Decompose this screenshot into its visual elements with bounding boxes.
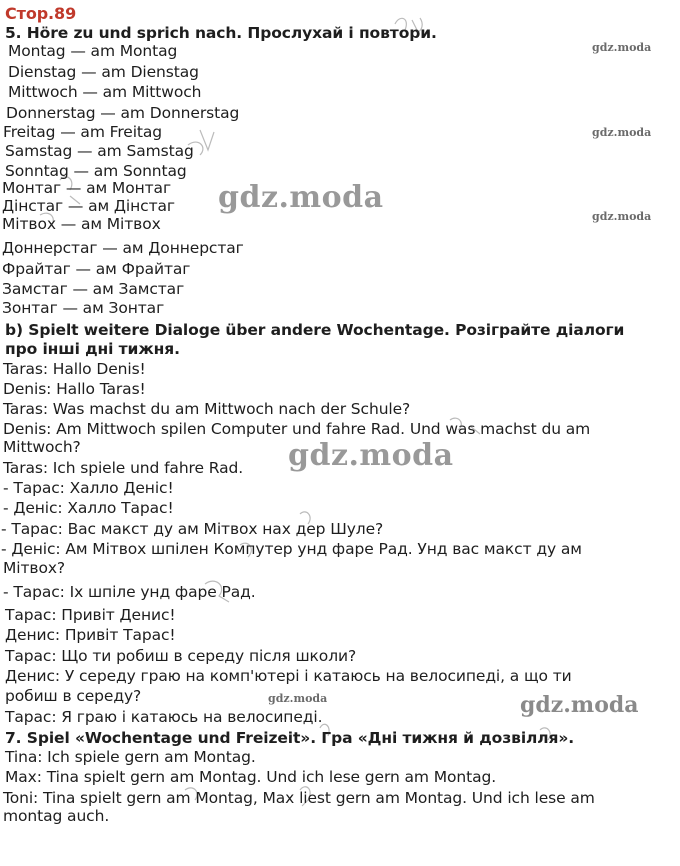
text-line: Donnerstag — am Donnerstag (6, 104, 240, 122)
text-line: Мітвох — ам Мітвох (2, 215, 161, 233)
text-line: Дінстаг — ам Дінстаг (2, 197, 175, 215)
watermark-logo: gdz.moda (218, 180, 384, 215)
dialogue-line: montag auch. (3, 807, 110, 825)
text-line: Доннерстаг — ам Доннерстаг (2, 239, 244, 257)
dialogue-line: Denis: Am Mittwoch spilen Computer und fahre Rad. Und was machst du am (3, 420, 591, 438)
dialogue-line: Taras: Hallo Denis! (3, 360, 146, 378)
dialogue-line: - Деніс: Ам Мітвох шпілен Компутер унд фаре Рад. Унд вас макст ду ам (1, 540, 582, 558)
dialogue-line: Taras: Ich spiele und fahre Rad. (3, 459, 244, 477)
watermark-logo: gdz.moda (592, 126, 652, 139)
text-line: Замстаг — ам Замстаг (2, 280, 185, 298)
dialogue-line: Тарас: Я граю і катаюсь на велосипеді. (5, 708, 323, 726)
watermark-logo: gdz.moda (592, 210, 652, 223)
text-line: Монтаг — ам Монтаг (2, 179, 171, 197)
page-number-header: Стор.89 (5, 4, 77, 23)
watermark-logo: gdz.moda (520, 692, 639, 718)
dialogue-line: Denis: Hallo Taras! (3, 380, 146, 398)
dialogue-line: Тарас: Привіт Денис! (5, 606, 176, 624)
text-line: Montag — am Montag (8, 42, 178, 60)
watermark-logo: gdz.moda (268, 692, 328, 705)
text-line: Freitag — am Freitag (3, 123, 163, 141)
exercise-7-title: 7. Spiel «Wochentage und Freizeit». Гра «Дні тижня й дозвілля». (5, 729, 575, 747)
dialogue-line: Тарас: Що ти робиш в середу після школи? (5, 647, 357, 665)
text-line: Зонтаг — ам Зонтаг (2, 299, 165, 317)
dialogue-line: - Тарас: Вас макст ду ам Мітвох нах дер Шуле? (1, 520, 384, 538)
exercise-b-title-cont: про інші дні тижня. (5, 340, 180, 358)
watermark-logo: gdz.moda (592, 41, 652, 54)
dialogue-line: Max: Tina spielt gern am Montag. Und ich lese gern am Montag. (5, 768, 497, 786)
dialogue-line: - Тарас: Іх шпіле унд фаре Рад. (3, 583, 256, 601)
dialogue-line: Денис: У середу граю на комп'ютері і катаюсь на велосипеді, а що ти (5, 667, 572, 685)
dialogue-line: Денис: Привіт Тарас! (5, 626, 176, 644)
text-line: Фрайтаг — ам Фрайтаг (2, 260, 191, 278)
dialogue-line: Mittwoch? (3, 438, 81, 456)
text-line: Sonntag — am Sonntag (5, 162, 187, 180)
text-line: Dienstag — am Dienstag (8, 63, 199, 81)
text-line: Samstag — am Samstag (5, 142, 194, 160)
dialogue-line: Taras: Was machst du am Mittwoch nach der Schule? (3, 400, 411, 418)
dialogue-line: - Тарас: Халло Деніс! (3, 479, 174, 497)
dialogue-line: Мітвох? (3, 559, 66, 577)
dialogue-line: Tina: Ich spiele gern am Montag. (5, 748, 256, 766)
exercise-b-title: b) Spielt weitere Dialoge über andere Wochentage. Розіграйте діалоги (5, 321, 625, 339)
exercise-5-title: 5. Höre zu und sprich nach. Прослухай і повтори. (5, 24, 437, 42)
dialogue-line: Toni: Tina spielt gern am Montag, Max liest gern am Montag. Und ich lese am (3, 789, 595, 807)
text-line: Mittwoch — am Mittwoch (8, 83, 202, 101)
watermark-logo: gdz.moda (288, 438, 454, 473)
dialogue-line: робиш в середу? (5, 687, 142, 705)
dialogue-line: - Деніс: Халло Тарас! (3, 499, 174, 517)
